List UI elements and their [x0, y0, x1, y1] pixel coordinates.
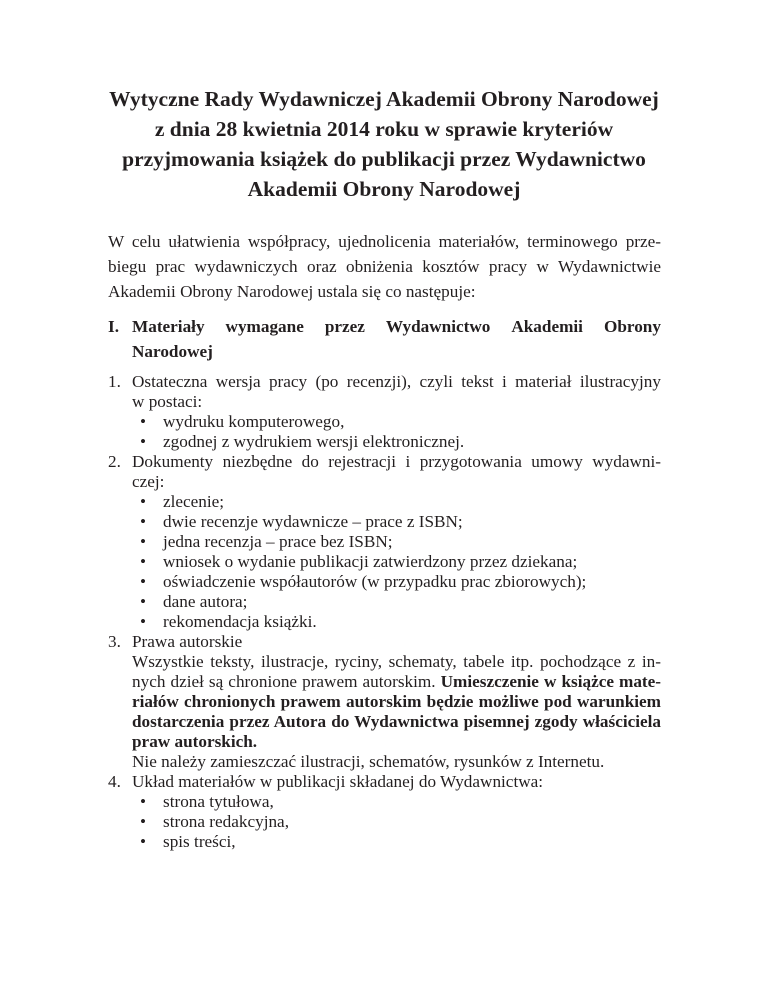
bullet-text: jedna recenzja – prace bez ISBN; — [163, 532, 393, 551]
item-line-bold: praw autorskich. — [132, 732, 258, 751]
item-heading: Prawa autorskie — [132, 632, 243, 651]
bullet-text: wydruku komputerowego, — [163, 412, 345, 431]
bullet-icon: • — [140, 572, 147, 591]
item-number: 2. — [108, 452, 121, 471]
section-numeral: I. — [108, 317, 119, 336]
item-line: Nie należy zamieszczać ilustracji, schematów, rysunków z Internetu. — [132, 752, 605, 771]
heading-word: Wydawnictwo — [385, 317, 491, 336]
bullet-text: strona redakcyjna, — [163, 812, 289, 831]
bullet-text: zgodnej z wydrukiem wersji elektronicznej. — [163, 432, 465, 451]
bullet-icon: • — [140, 832, 147, 851]
heading-word: przez — [324, 317, 365, 336]
section-heading-line: Narodowej — [132, 342, 213, 361]
intro-line: biegu prac wydawniczych oraz obniżenia kosztów pracy w Wydawnictwie — [108, 257, 661, 276]
intro-line: Akademii Obrony Narodowej ustala się co następuje: — [108, 282, 476, 301]
item-line: Układ materiałów w publikacji składanej do Wydawnictwa: — [132, 772, 544, 791]
bullet-text: strona tytułowa, — [163, 792, 274, 811]
bullet-text: dane autora; — [163, 592, 248, 611]
item-number: 4. — [108, 772, 121, 791]
title-line: z dnia 28 kwietnia 2014 roku w sprawie kryteriów — [154, 117, 614, 141]
item-line: Dokumenty niezbędne do rejestracji i przygotowania umowy wydawni- — [132, 452, 661, 471]
item-line-bold: riałów chronionych prawem autorskim będzie możliwe pod warunkiem — [132, 692, 661, 711]
title-line: Wytyczne Rady Wydawniczej Akademii Obrony Narodowej — [109, 87, 659, 111]
heading-word: Akademii — [511, 317, 583, 336]
item-line-bold: dostarczenia przez Autora do Wydawnictwa pisemnej zgody właściciela — [132, 712, 661, 731]
document-title — [100, 84, 668, 204]
item-text: nych dzieł są chronione prawem autorskim. — [132, 672, 441, 691]
bullet-icon: • — [140, 812, 147, 831]
bullet-text: rekomendacja książki. — [163, 612, 317, 631]
heading-word: Materiały — [132, 317, 205, 336]
section-heading-line — [132, 317, 661, 337]
bullet-icon: • — [140, 792, 147, 811]
bullet-icon: • — [140, 412, 147, 431]
title-line: przyjmowania książek do publikacji przez Wydawnictwo — [122, 147, 646, 171]
item-number: 1. — [108, 372, 121, 391]
bullet-icon: • — [140, 512, 147, 531]
bullet-icon: • — [140, 612, 147, 631]
bullet-icon: • — [140, 492, 147, 511]
item-line — [132, 672, 661, 692]
heading-word: wymagane — [225, 317, 304, 336]
item-text-bold: Umieszczenie w książce mate- — [440, 672, 662, 691]
bullet-text: zlecenie; — [163, 492, 225, 511]
item-line: czej: — [132, 472, 165, 491]
bullet-icon: • — [140, 552, 147, 571]
heading-word: Obrony — [603, 317, 661, 336]
item-number: 3. — [108, 632, 121, 651]
bullet-text: oświadczenie współautorów (w przypadku prac zbiorowych); — [163, 572, 587, 591]
item-line: Ostateczna wersja pracy (po recenzji), czyli tekst i materiał ilustracyjny — [132, 372, 661, 391]
bullet-text: wniosek o wydanie publikacji zatwierdzony przez dziekana; — [163, 552, 578, 571]
bullet-text: dwie recenzje wydawnicze – prace z ISBN; — [163, 512, 463, 531]
item-line: w postaci: — [132, 392, 203, 411]
bullet-icon: • — [140, 432, 147, 451]
bullet-icon: • — [140, 592, 147, 611]
item-line: Wszystkie teksty, ilustracje, ryciny, schematy, tabele itp. pochodzące z in- — [132, 652, 661, 671]
bullet-text: spis treści, — [163, 832, 236, 851]
intro-line: W celu ułatwienia współpracy, ujednolicenia materiałów, terminowego prze- — [108, 232, 661, 251]
title-line: Akademii Obrony Narodowej — [247, 177, 521, 201]
bullet-icon: • — [140, 532, 147, 551]
